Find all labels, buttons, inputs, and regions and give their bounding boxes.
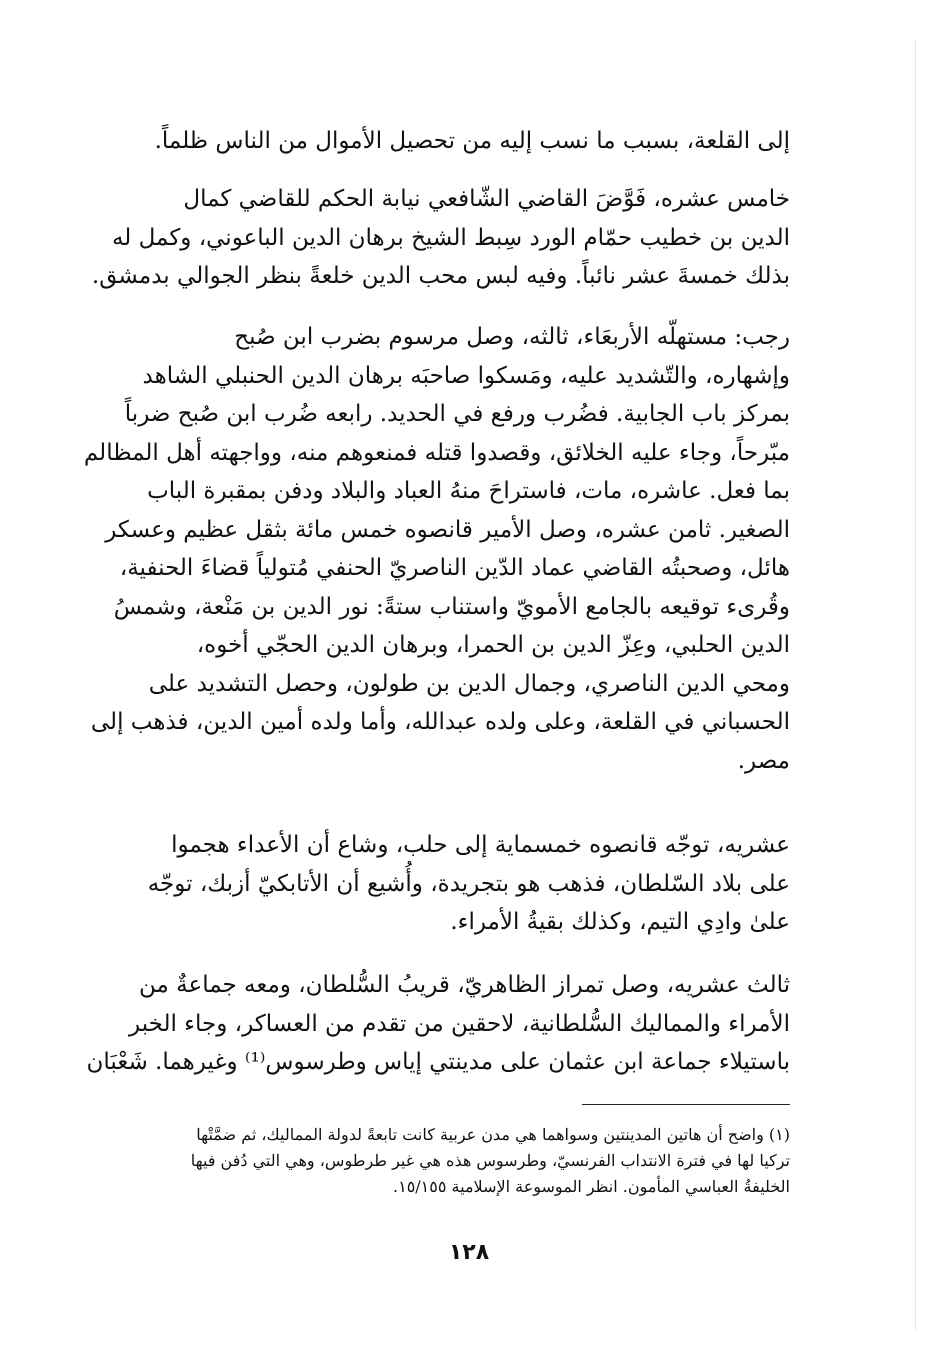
footnote-line: الخليفةُ العباسي المأمون. انظر الموسوعة الإسلامية ١٥/١٥٥. [393,1177,790,1196]
scan-edge-mark [915,40,916,1330]
paragraph-2 [91,180,790,296]
text-line: الدين الحلبي، وعِزّ الدين بن الحمرا، وبرهان الدين الحجّي أخوه، [196,632,790,658]
paragraph-3 [83,318,790,780]
text-line: ومحي الدين الناصري، وجمال الدين بن طولون، وحصل التشديد على [148,670,790,697]
footnote-line: تركيا لها في فترة الانتداب الفرنسيّ، وطرسوس هذه هي غير طرطوس، وهي التي دُفن فيها [190,1151,790,1170]
text-line: رجب: مستهلّه الأربعَاء، ثالثه، وصل مرسوم بضرب ابن صُبح [234,324,790,350]
paragraph-1 [104,122,790,161]
text-line: عشريه، توجّه قانصوه خمسماية إلى حلب، وشاع أن الأعداء هجموا [171,832,790,858]
text-line: على بلاد السّلطان، فذهب هو بتجريدة، وأُشيع أن الأتابكيّ أزبك، توجّه [147,870,790,897]
text-line: هائل، وصحبتُه القاضي عماد الدّين الناصريّ الحنفي مُتولياً قضاءَ الحنفية، [119,555,790,581]
footnote-line: (١) واضح أن هاتين المدينتين وسواهما هي مدن عربية كانت تابعةً لدولة المماليك، ثم ضمَّتْها [196,1125,790,1144]
paragraph-4 [104,826,790,942]
text-line: مصر. [737,747,790,774]
paragraph-5 [86,966,790,1082]
text-line: وقُرىء توقيعه بالجامع الأمويّ واستناب ستةً: نور الدين بن مَنْعة، وشمسُ [113,593,790,620]
text-line: ثالث عشريه، وصل تمراز الظاهريّ، قريبُ السُّلطان، ومعه جماعةٌ من [139,972,790,998]
text-line: علىٰ وادِي التيم، وكذلك بقيةُ الأمراء. [450,909,790,935]
text-line: الدين بن خطيب حمّام الورد سِبط الشيخ برهان الدين الباعوني، وكمل له [111,224,790,251]
text-line: بمركز باب الجابية. فضُرب ورفع في الحديد. رابعه ضُرب ابن صُبح ضرباً [124,401,790,427]
text-line: خامس عشره، فَوَّضَ القاضي الشّافعي نيابة الحكم للقاضي كمال [183,186,790,212]
text-line: الحسباني في القلعة، وعلى ولده عبدالله، وأما ولده أمين الدين، فذهب إلى [90,709,790,735]
text-line: باستيلاء جماعة ابن عثمان على مدينتي إياس وطرسوس⁽¹⁾ وغيرهما. شَعْبَان [86,1049,790,1075]
text-line: بما فعل. عاشره، مات، فاستراحَ منهُ العباد والبلاد ودفن بمقبرة الباب [147,478,790,504]
text-line: الأمراء والمماليك السُّلطانية، لاحقين من تقدم من العساكر، وجاء الخبر [129,1010,790,1037]
text-line: الصغير. ثامن عشره، وصل الأمير قانصوه خمس مائة بثقل عظيم وعسكر [105,516,790,543]
text-line: مبّرحاً، وجاء عليه الخلائق، وقصدوا قتله فمنعوهم منه، وواجهته أهل المظالم [83,439,790,466]
page-number: ١٢٨ [448,1240,490,1265]
text-line: وإشهاره، والتّشديد عليه، ومَسكوا صاحبَه برهان الدين الحنبلي الشاهد [142,362,790,389]
text-line: إلى القلعة، بسبب ما نسب إليه من تحصيل الأموال من الناس ظلماً. [154,128,790,154]
text-line: بذلك خمسةَ عشر نائباً. وفيه لبس محب الدين خلعةً بنظر الجوالي بدمشق. [91,263,790,289]
footnote-separator [582,1104,790,1105]
footnote [104,1122,790,1200]
